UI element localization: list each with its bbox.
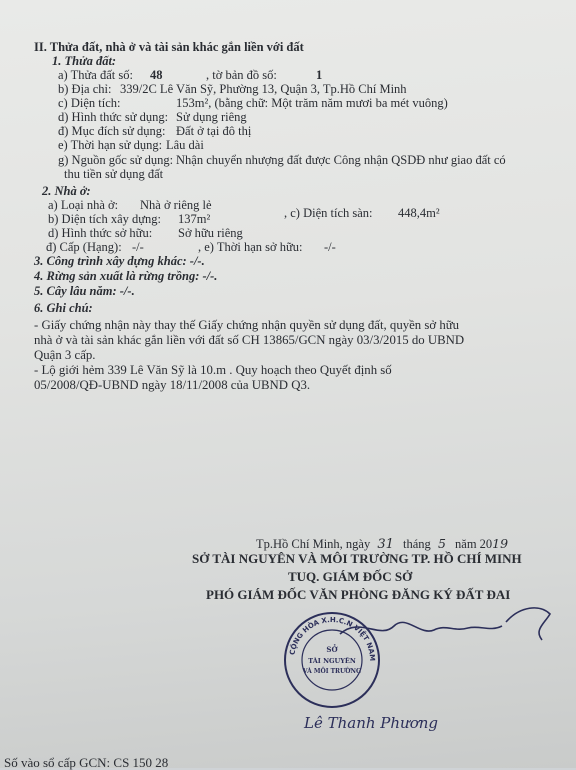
land-area-value: 153m², (bằng chữ: Một trăm năm mươi ba mét vuông) [176,96,448,110]
land-usage-form-value: Sử dụng riêng [176,110,247,124]
land-sheet-value: 1 [316,68,323,82]
date-year-suffix: 19 [492,536,509,551]
house-floor-area-value: 448,4m² [398,206,440,220]
issuing-org: SỞ TÀI NGUYÊN VÀ MÔI TRƯỜNG TP. HỒ CHÍ MINH [192,551,522,566]
planted-forest: 4. Rừng sản xuất là rừng trồng: -/-. [34,269,218,283]
other-constructions: 3. Công trình xây dựng khác: -/-. [34,254,205,268]
land-origin-value-2: thu tiền sử dụng đất [64,167,164,181]
note-2-line-2: 05/2008/QĐ-UBND ngày 18/11/2008 của UBND Q3. [34,378,311,392]
land-term-value: Lâu dài [166,138,204,152]
place-date [256,537,508,552]
land-usage-form-label: d) Hình thức sử dụng: [58,110,169,124]
signer-name: Lê Thanh Phương [304,714,439,732]
land-address-label: b) Địa chỉ: [58,82,112,96]
house-grade-value: -/- [132,240,144,254]
seal-center-1: SỞ [326,645,338,654]
land-address-value: 339/2C Lê Văn Sỹ, Phường 13, Quận 3, Tp.Hồ Chí Minh [120,82,407,96]
seal-ring-text: CỘNG HÒA X.H.C.N VIỆT NAM [288,615,377,662]
land-parcel-value: 48 [150,68,163,82]
signature-strokes [330,596,570,656]
year-label: năm 20 [455,537,493,551]
house-grade-label: đ) Cấp (Hạng): [46,240,122,254]
note-1-line-2: nhà ở và tài sản khác gắn liền với đất số CH 13865/GCN ngày 03/3/2015 do UBND [34,333,465,347]
note-1-line-1: - Giấy chứng nhận này thay thế Giấy chứng nhận quyền sử dụng đất, quyền sở hữu [34,318,460,332]
land-area-label: c) Diện tích: [58,96,121,110]
month-label: tháng [403,537,431,551]
land-sheet-label: , tờ bản đồ số: [206,68,277,82]
land-origin-value-1: Nhận chuyển nhượng đất được Công nhận QSDĐ như giao đất có [176,153,506,167]
house-ownership-value: Sở hữu riêng [178,226,243,240]
house-type-value: Nhà ở riêng lẻ [140,198,212,212]
signer-role-2: PHÓ GIÁM ĐỐC VĂN PHÒNG ĐĂNG KÝ ĐẤT ĐAI [206,587,511,602]
registry-number: Số vào sổ cấp GCN: CS 150 28 [4,755,169,770]
place-date-prefix: Tp.Hồ Chí Minh, ngày [256,537,371,551]
seal-center-2: TÀI NGUYÊN [308,657,356,665]
house-heading: 2. Nhà ở: [42,184,91,198]
house-ownership-label: d) Hình thức sở hữu: [48,226,153,240]
date-month: 5 [437,536,446,551]
note-2-line-1: - Lộ giới hẻm 339 Lê Văn Sỹ là 10.m . Quy hoạch theo Quyết định số [34,363,392,377]
land-origin-label: g) Nguồn gốc sử dụng: [58,153,174,167]
section-title: II. Thửa đất, nhà ở và tài sản khác gắn liền với đất [34,40,304,54]
house-term-value: -/- [324,240,336,254]
land-heading: 1. Thửa đất: [52,54,117,68]
seal-center-3: VÀ MÔI TRƯỜNG [302,668,362,675]
notes-heading: 6. Ghi chú: [34,301,93,315]
house-term-label: , e) Thời hạn sở hữu: [198,240,303,254]
land-purpose-label: đ) Mục đích sử dụng: [58,124,166,138]
land-purpose-value: Đất ở tại đô thị [176,124,252,138]
land-term-label: e) Thời hạn sử dụng: [58,138,163,152]
signer-role-1: TUQ. GIÁM ĐỐC SỞ [288,569,413,584]
land-parcel-row [58,68,133,82]
note-1-line-3: Quận 3 cấp. [34,348,96,362]
house-built-area-label: b) Diện tích xây dựng: [48,212,162,226]
date-day: 31 [377,537,394,552]
house-built-area-value: 137m² [178,212,211,226]
house-type-label: a) Loại nhà ở: [48,198,119,212]
land-parcel-label: a) Thửa đất số: [58,68,133,82]
perennial-trees: 5. Cây lâu năm: -/-. [34,284,135,298]
house-floor-area-label: , c) Diện tích sàn: [284,206,373,220]
